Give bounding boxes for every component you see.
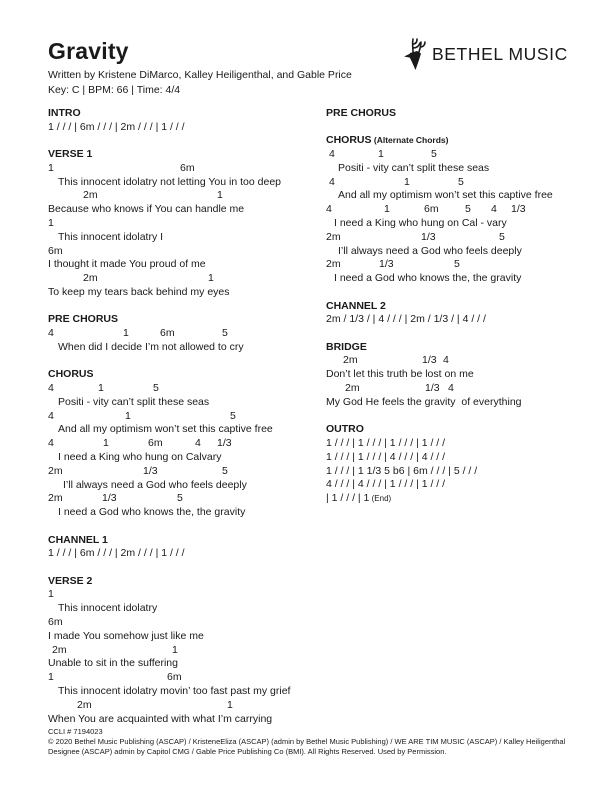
chord: 6m	[160, 327, 175, 340]
song-section	[48, 148, 324, 300]
chord-line	[48, 671, 324, 685]
chord: 2m	[326, 258, 341, 271]
song-section	[326, 423, 602, 506]
chord: 6m	[148, 437, 163, 450]
lyric-line: I made You somehow just like me	[48, 629, 204, 642]
lyric-line: I need a God who knows the, the gravity	[334, 272, 522, 285]
lyric-line: I need a King who hung on Calvary	[58, 451, 222, 464]
section-heading: CHORUS (Alternate Chords)	[326, 134, 449, 147]
chord: 1	[172, 643, 178, 656]
chord: 5	[230, 409, 236, 422]
header	[48, 38, 352, 97]
section-heading: PRE CHORUS	[48, 313, 119, 326]
progression-line: 1 / / / | 1 / / / | 4 / / / | 4 / / /	[326, 450, 446, 463]
deer-icon	[403, 36, 429, 72]
chord: 1	[208, 272, 214, 285]
chord-line	[48, 162, 324, 176]
chord: 4	[329, 175, 335, 188]
lyric-line: I’ll always need a God who feels deeply	[338, 244, 522, 257]
lyric-line: Positi - vity can’t split these seas	[338, 161, 490, 174]
chord: 4	[443, 354, 449, 367]
chord-line	[326, 258, 602, 272]
progression-line: 2m / 1/3 / | 4 / / / | 2m / 1/3 / | 4 / / /	[326, 313, 486, 326]
chord-line	[48, 245, 324, 259]
chord-line	[48, 465, 324, 479]
song-section	[326, 300, 602, 328]
bethel-music-logo	[403, 36, 568, 72]
chord: 2m	[326, 230, 341, 243]
chord-line	[48, 437, 324, 451]
chord: 1	[217, 189, 223, 202]
lyric-line: To keep my tears back behind my eyes	[48, 286, 230, 299]
chord-line	[326, 148, 602, 162]
lyric-line: Positi - vity can’t split these seas	[58, 395, 210, 408]
chord-line	[48, 217, 324, 231]
chord: 4	[329, 148, 335, 161]
chord: 1	[48, 217, 54, 230]
lyric-line: Because who knows if You can handle me	[48, 203, 245, 216]
section-heading: PRE CHORUS	[326, 107, 397, 119]
section-heading: CHORUS	[48, 368, 94, 381]
chord: 1/3	[511, 203, 526, 216]
chord-line	[48, 272, 324, 286]
chord: 2m	[77, 698, 92, 711]
progression-line: 1 / / / | 1 1/3 5 b6 | 6m / / / | 5 / / /	[326, 464, 478, 477]
song-section	[48, 313, 324, 354]
lyric-line: And all my optimism won’t set this captive free	[338, 189, 553, 202]
chord-line	[326, 382, 602, 396]
chord-line	[48, 588, 324, 602]
progression-line: 4 / / / | 4 / / / | 1 / / / | 1 / / /	[326, 478, 446, 491]
chord: 6m	[167, 671, 182, 684]
chord: 2m	[52, 643, 67, 656]
chord: 2m	[48, 492, 63, 505]
chord-line	[48, 699, 324, 713]
chord: 6m	[48, 244, 63, 257]
lyric-line: This innocent idolatry I	[58, 230, 164, 243]
chord: 6m	[48, 616, 63, 628]
chord: 1	[48, 671, 54, 684]
logo-text: BETHEL MUSIC	[432, 43, 568, 64]
section-heading: CHANNEL 2	[326, 299, 386, 312]
key-meta: Key: C | BPM: 66 | Time: 4/4	[48, 84, 181, 96]
chord: 5	[454, 258, 460, 271]
song-column-right	[326, 107, 602, 519]
chord: 1/3	[217, 437, 232, 450]
chord-line	[48, 616, 324, 630]
section-heading: INTRO	[48, 107, 81, 119]
lyric-line: This innocent idolatry movin’ too fast past my grief	[58, 684, 291, 697]
section-heading: BRIDGE	[326, 340, 367, 353]
chord: 1/3	[143, 464, 158, 477]
section-heading-suffix: (Alternate Chords)	[371, 135, 449, 146]
lyric-line: Don’t let this truth be lost on me	[326, 368, 474, 381]
chord: 1/3	[425, 382, 440, 395]
chord: 1	[103, 437, 109, 450]
lyric-line: When did I decide I’m not allowed to cry	[58, 340, 244, 353]
chord: 5	[499, 230, 505, 243]
lyric-line: I’ll always need a God who feels deeply	[63, 478, 247, 491]
chord: 1/3	[379, 258, 394, 271]
lyric-line: Unable to sit in the suffering	[48, 657, 178, 670]
section-heading: VERSE 2	[48, 574, 93, 587]
chord: 1/3	[102, 492, 117, 505]
lyric-line: When You are acquainted with what I’m carrying	[48, 712, 273, 725]
chord: 1	[384, 203, 390, 216]
ccli-number: CCLI # 7194023	[48, 727, 103, 736]
footer	[48, 727, 593, 757]
song-section	[48, 107, 324, 135]
lyric-line: This innocent idolatry	[58, 602, 158, 615]
chord-line	[48, 492, 324, 506]
end-marker: (End)	[369, 494, 392, 504]
song-column-left	[48, 107, 324, 740]
chord: 2m	[83, 272, 98, 285]
chord: 4	[491, 203, 497, 216]
chord: 5	[431, 148, 437, 161]
copyright-text: © 2020 Bethel Music Publishing (ASCAP) / KristeneEliza (ASCAP) (admin by Bethel Music Publishing) / WE ARE TIM MUSIC (ASCAP) / Kalley Heiligenthal Designee (ASCAP) admin by Capitol CMG / Gable Price Publishing Co (BMI). All Rights Reserved. Used by Permission.	[48, 737, 566, 756]
lyric-line: I thought it made You proud of me	[48, 258, 206, 271]
chord-line	[48, 644, 324, 658]
song-section	[326, 134, 602, 286]
chord: 1	[227, 698, 233, 711]
lyric-line: My God He feels the gravity of everything	[326, 395, 522, 408]
song-section	[48, 575, 324, 727]
chord: 4	[48, 327, 54, 340]
chord: 2m	[345, 382, 360, 395]
chord: 1	[98, 382, 104, 395]
chord: 1	[48, 161, 54, 174]
chord: 5	[177, 492, 183, 505]
song-section	[326, 341, 602, 410]
chord-line	[48, 189, 324, 203]
section-heading: CHANNEL 1	[48, 533, 108, 546]
chord: 1	[123, 327, 129, 340]
chord: 4	[48, 382, 54, 395]
chord: 5	[465, 203, 471, 216]
chord: 4	[448, 382, 454, 395]
lyric-line: I need a King who hung on Cal - vary	[334, 217, 507, 230]
byline: Written by Kristene DiMarco, Kalley Heiligenthal, and Gable Price	[48, 69, 352, 81]
chord: 1	[48, 588, 54, 601]
chord: 5	[153, 382, 159, 395]
chord: 6m	[424, 203, 439, 216]
section-heading: OUTRO	[326, 423, 364, 436]
progression-line: | 1 / / / | 1 (End)	[326, 492, 392, 505]
chord: 2m	[48, 464, 63, 477]
chord-line	[48, 410, 324, 424]
chord: 1/3	[421, 230, 436, 243]
chord: 1	[378, 148, 384, 161]
chord-line	[48, 382, 324, 396]
chord: 6m	[180, 161, 195, 174]
lyric-line: And all my optimism won’t set this captive free	[58, 423, 273, 436]
lyric-line: This innocent idolatry not letting You in too deep	[58, 175, 281, 188]
chord: 5	[222, 464, 228, 477]
section-heading: VERSE 1	[48, 148, 93, 161]
lyric-line: I need a God who knows the, the gravity	[58, 506, 246, 519]
chord: 5	[458, 175, 464, 188]
song-title: Gravity	[48, 38, 129, 64]
chord: 1/3	[422, 354, 437, 367]
song-section	[326, 107, 602, 121]
chord: 5	[222, 327, 228, 340]
chord: 2m	[83, 189, 98, 202]
chord: 4	[326, 203, 332, 216]
progression-line: 1 / / / | 1 / / / | 1 / / / | 1 / / /	[326, 436, 446, 449]
chord: 4	[195, 437, 201, 450]
chord: 1	[125, 409, 131, 422]
chord-line	[326, 231, 602, 245]
progression-line: 1 / / / | 6m / / / | 2m / / / | 1 / / /	[48, 547, 185, 560]
chord-line	[48, 327, 324, 341]
chord: 2m	[343, 354, 358, 367]
chord: 1	[404, 175, 410, 188]
chord-line	[326, 176, 602, 190]
song-section	[48, 368, 324, 520]
progression-line: 1 / / / | 6m / / / | 2m / / / | 1 / / /	[48, 120, 185, 133]
chord-line	[326, 354, 602, 368]
chord: 4	[48, 409, 54, 422]
chord-line	[326, 203, 602, 217]
song-section	[48, 534, 324, 562]
chord: 4	[48, 437, 54, 450]
